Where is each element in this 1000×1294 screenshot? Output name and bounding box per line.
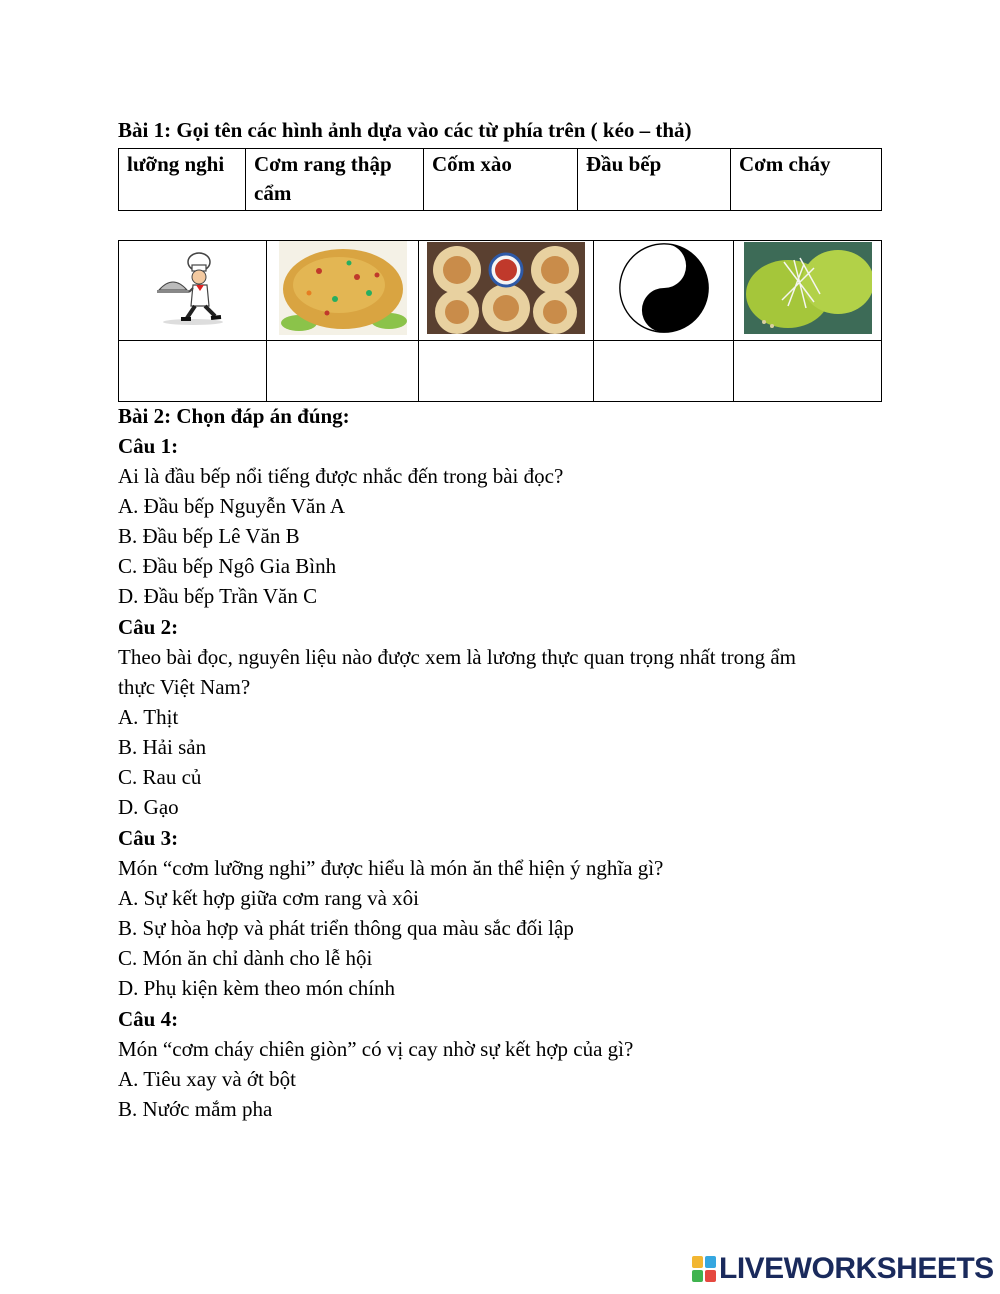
drop-zone-5[interactable] <box>734 341 882 402</box>
q1-option-b[interactable]: B. Đầu bếp Lê Văn B <box>118 524 300 548</box>
word-com-xao[interactable]: Cốm xào <box>424 149 578 211</box>
image-matching-table <box>118 240 882 402</box>
yin-yang-image-cell <box>594 241 734 341</box>
com-chay-image-cell <box>734 241 882 341</box>
drop-zone-3[interactable] <box>419 341 594 402</box>
question-1-label: Câu 1: <box>118 434 179 458</box>
word-com-rang-thap-cam[interactable]: Cơm rang thập cẩm <box>246 149 424 211</box>
q1-option-c[interactable]: C. Đầu bếp Ngô Gia Bình <box>118 554 337 578</box>
logo-text: LIVEWORKSHEETS <box>719 1252 994 1285</box>
word-bank-table <box>118 148 882 211</box>
q1-option-a[interactable]: A. Đầu bếp Nguyễn Văn A <box>118 494 346 518</box>
com-xao-image-cell <box>419 241 594 341</box>
drop-zone-1[interactable] <box>119 341 267 402</box>
q1-option-d[interactable]: D. Đầu bếp Trần Văn C <box>118 584 318 608</box>
liveworksheets-logo <box>692 1252 994 1286</box>
q3-option-b[interactable]: B. Sự hòa hợp và phát triển thông qua màu sắc đối lập <box>118 916 574 940</box>
question-1-text: Ai là đầu bếp nổi tiếng được nhắc đến trong bài đọc? <box>118 464 564 488</box>
com-xao-image <box>427 242 585 334</box>
q2-option-b[interactable]: B. Hải sản <box>118 735 207 759</box>
q2-option-c[interactable]: C. Rau củ <box>118 765 202 789</box>
question-3-label: Câu 3: <box>118 826 179 850</box>
q3-option-a[interactable]: A. Sự kết hợp giữa cơm rang và xôi <box>118 886 420 910</box>
q3-option-c[interactable]: C. Món ăn chỉ dành cho lễ hội <box>118 946 373 970</box>
question-2-text-line-2: thực Việt Nam? <box>118 675 251 699</box>
drop-zone-4[interactable] <box>594 341 734 402</box>
com-chay-image <box>744 242 872 334</box>
chef-image <box>153 250 233 326</box>
drop-zone-2[interactable] <box>267 341 419 402</box>
word-dau-bep[interactable]: Đầu bếp <box>578 149 731 211</box>
exercise-1-title: Bài 1: Gọi tên các hình ảnh dựa vào các từ phía trên ( kéo – thả) <box>118 118 692 142</box>
question-2-text-line-1: Theo bài đọc, nguyên liệu nào được xem là lương thực quan trọng nhất trong ẩm <box>118 645 797 669</box>
fried-rice-image <box>279 241 407 335</box>
q4-option-b[interactable]: B. Nước mắm pha <box>118 1097 273 1121</box>
chef-image-cell <box>119 241 267 341</box>
exercise-2-title: Bài 2: Chọn đáp án đúng: <box>118 404 350 428</box>
word-luong-nghi[interactable]: lưỡng nghi <box>119 149 246 211</box>
liveworksheets-logo-icon <box>692 1256 716 1282</box>
q2-option-a[interactable]: A. Thịt <box>118 705 179 729</box>
question-2-label: Câu 2: <box>118 615 179 639</box>
yin-yang-image <box>618 242 710 334</box>
question-4-text: Món “cơm cháy chiên giòn” có vị cay nhờ sự kết hợp của gì? <box>118 1037 634 1061</box>
question-4-label: Câu 4: <box>118 1007 179 1031</box>
fried-rice-image-cell <box>267 241 419 341</box>
question-3-text: Món “cơm lưỡng nghi” được hiểu là món ăn thể hiện ý nghĩa gì? <box>118 856 664 880</box>
word-com-chay[interactable]: Cơm cháy <box>731 149 882 211</box>
q2-option-d[interactable]: D. Gạo <box>118 795 179 819</box>
q3-option-d[interactable]: D. Phụ kiện kèm theo món chính <box>118 976 396 1000</box>
q4-option-a[interactable]: A. Tiêu xay và ớt bột <box>118 1067 296 1091</box>
